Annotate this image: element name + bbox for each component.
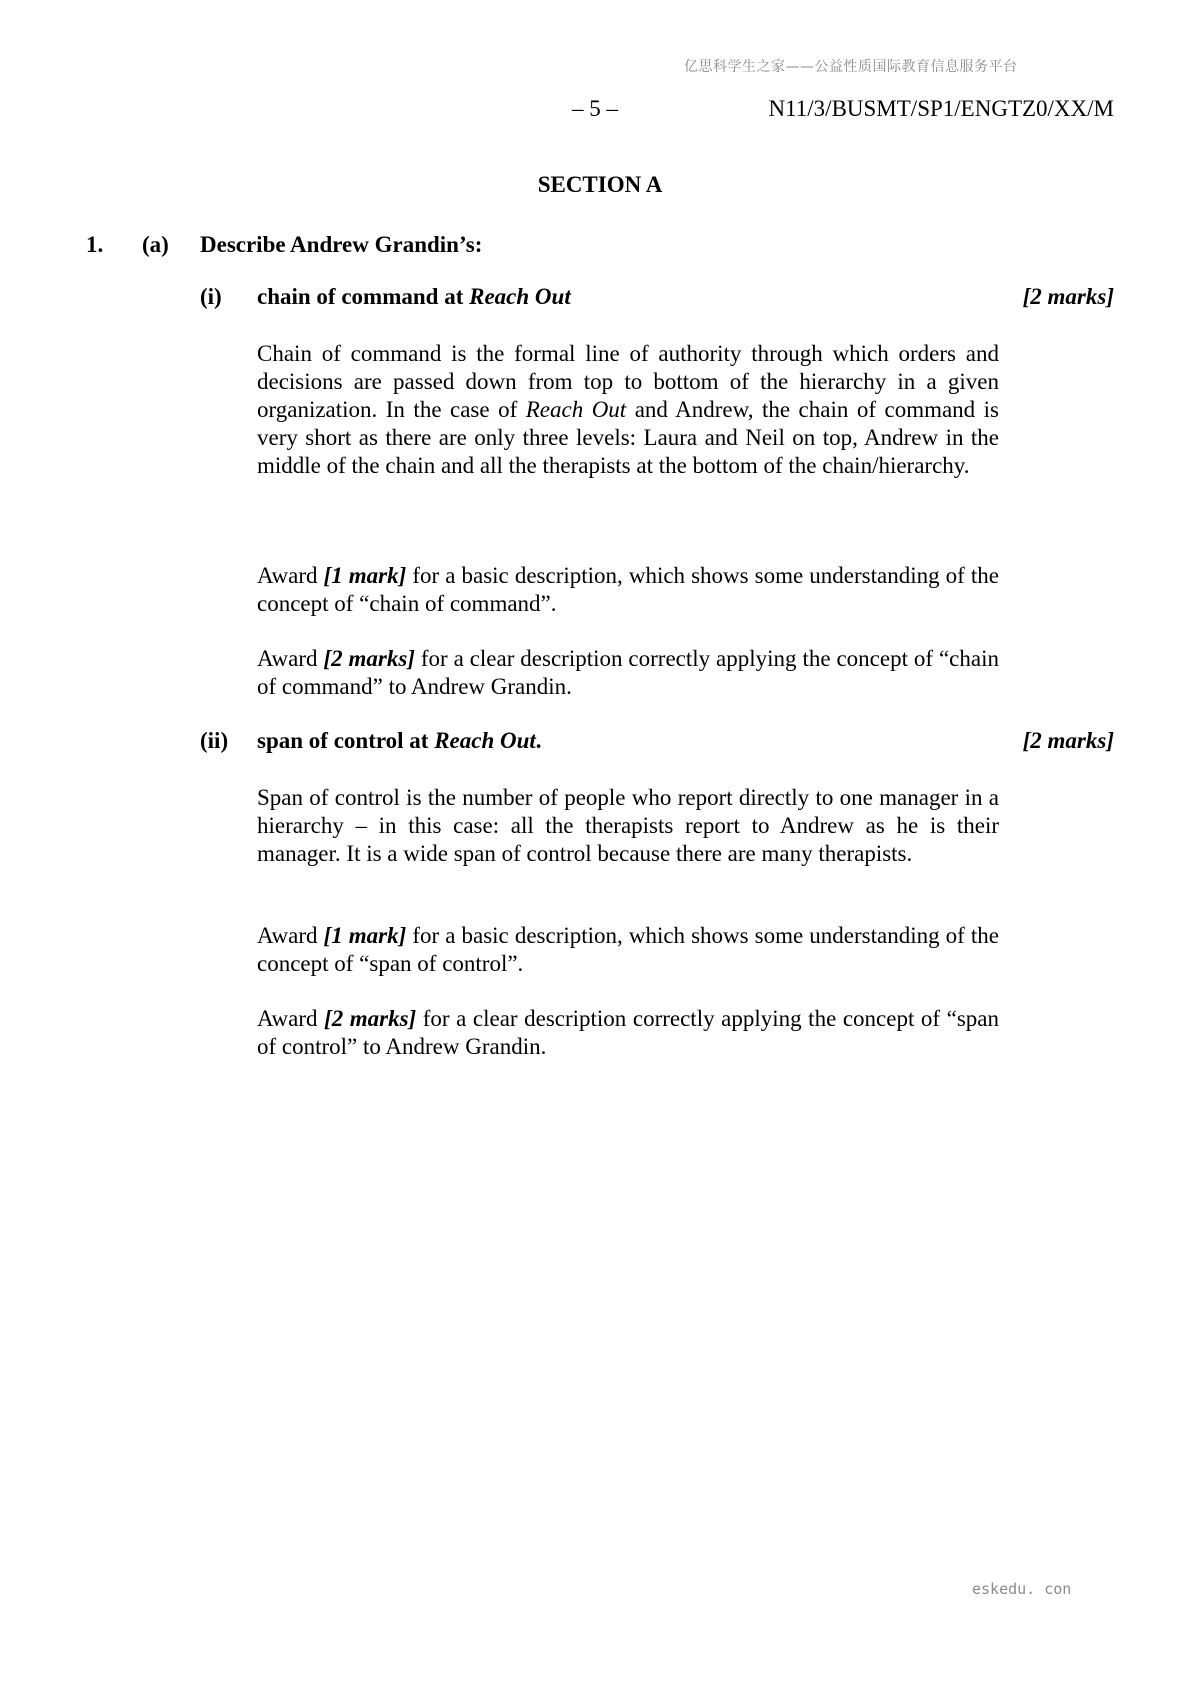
document-code: N11/3/BUSMT/SP1/ENGTZ0/XX/M (768, 96, 1114, 121)
award-1-ii-suffix: for a basic description, which shows some understanding of the concept of “span of control”. (257, 923, 999, 976)
subpart-heading-ii-prefix: span of control at (257, 728, 435, 753)
subpart-heading-ii (257, 728, 542, 754)
answer-i-part2: and Andrew, the chain of command is very short as there are only three levels: Laura and Neil on top, Andrew in the middle of the chain and all the therapists at the bottom of the chain/hierarchy. (257, 397, 1000, 478)
answer-paragraph-ii (257, 784, 999, 868)
marks-label-i: [2 marks] (1022, 284, 1114, 309)
award-2-marks-i (257, 645, 999, 701)
answer-i-italic: Reach Out (525, 397, 627, 422)
answer-i-part1: Chain of command is the formal line of authority through which orders and decisions are passed down from top to bottom of the hierarchy in a given organization. In the case of (257, 341, 999, 422)
subpart-heading-ii-suffix: . (535, 728, 542, 753)
award-2-ii-suffix: for a clear description correctly applying the concept of “span of control” to Andrew Grandin. (257, 1006, 999, 1059)
award-1-i-mark: [1 mark] (323, 563, 407, 588)
award-1-ii-mark: [1 mark] (323, 923, 407, 948)
page-number: – 5 – (572, 96, 618, 121)
subpart-label-ii: (ii) (200, 728, 229, 753)
award-2-ii-mark: [2 marks] (324, 1006, 417, 1031)
subpart-heading-i-prefix: chain of command at (257, 284, 470, 309)
question-number: 1. (86, 232, 104, 257)
award-1-mark-i (257, 562, 999, 618)
award-1-mark-ii (257, 922, 999, 978)
header-watermark: 亿思科学生之家——公益性质国际教育信息服务平台 (684, 59, 1018, 75)
section-title: SECTION A (537, 172, 663, 197)
award-2-marks-ii (257, 1005, 999, 1061)
subpart-label-i: (i) (200, 284, 222, 309)
award-1-ii-prefix: Award (257, 923, 324, 948)
question-prompt: Describe Andrew Grandin’s: (200, 232, 483, 257)
award-2-i-mark: [2 marks] (323, 646, 415, 671)
subpart-heading-ii-italic: Reach Out (434, 728, 536, 753)
award-2-ii-prefix: Award (257, 1006, 325, 1031)
award-2-i-suffix: for a clear description correctly applying the concept of “chain of command” to Andrew Grandin. (257, 646, 999, 699)
footer-watermark: eskedu. con (972, 1580, 1072, 1598)
subpart-heading-i-italic: Reach Out (469, 284, 571, 309)
award-1-i-suffix: for a basic description, which shows some understanding of the concept of “chain of command”. (257, 563, 999, 616)
award-1-i-prefix: Award (257, 563, 324, 588)
award-2-i-prefix: Award (257, 646, 324, 671)
subpart-heading-i (257, 284, 571, 310)
marks-label-ii: [2 marks] (1022, 728, 1114, 753)
question-part: (a) (142, 232, 169, 257)
answer-ii-part1: Span of control is the number of people who report directly to one manager in a hierarchy – in this case: all the therapists report to Andrew as he is their manager. It is a wide span of control because there are many therapists. (257, 785, 999, 866)
answer-paragraph-i (257, 340, 999, 480)
